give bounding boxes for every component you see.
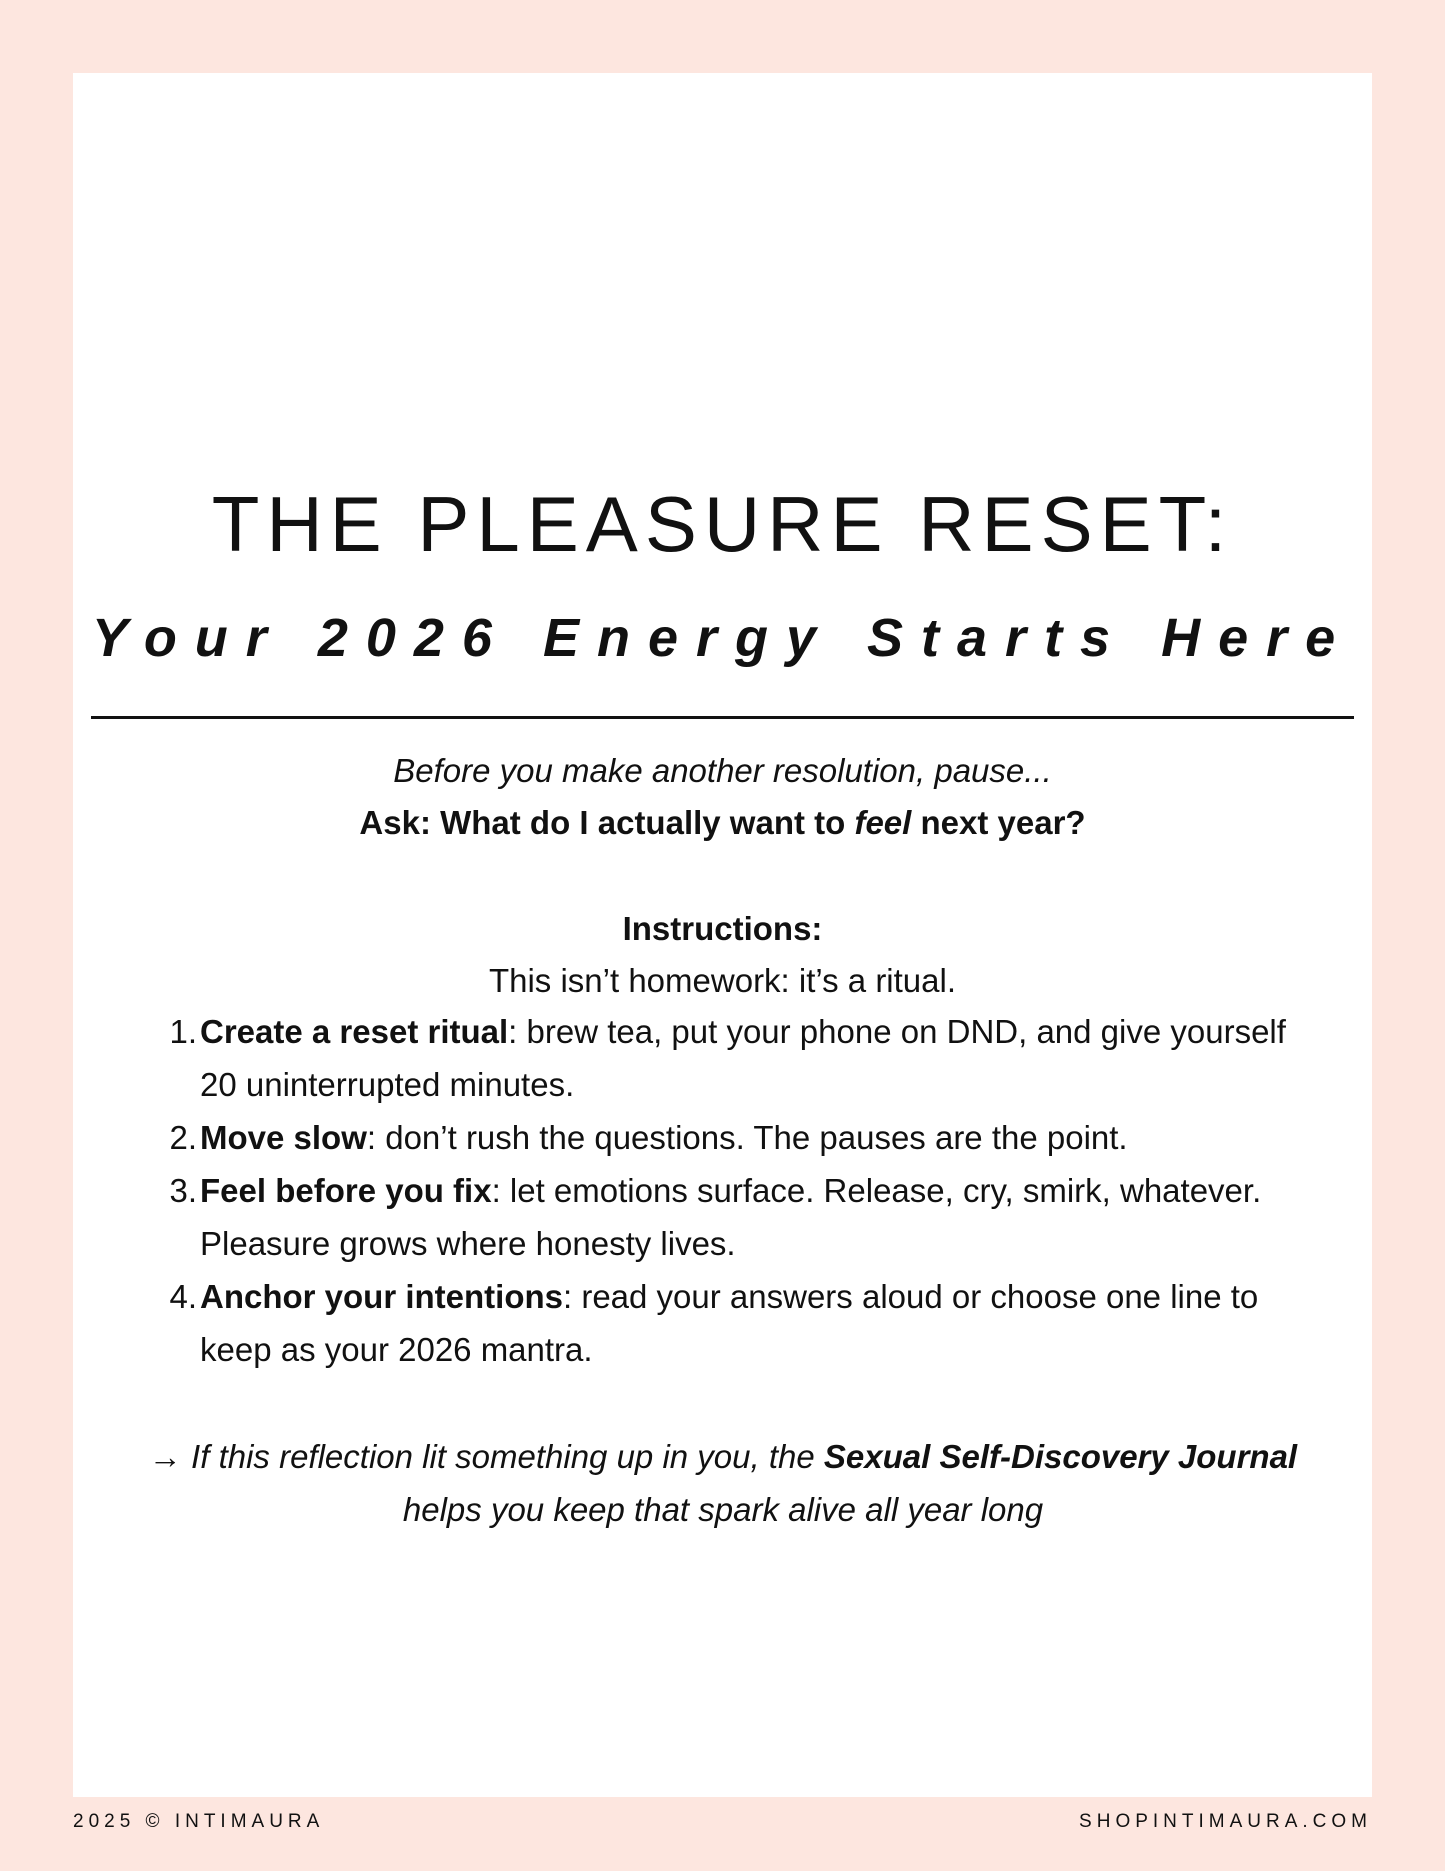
step-number: 2. [169, 1119, 197, 1156]
ask-emphasis: feel [854, 804, 912, 841]
step-label: Feel before you fix [200, 1172, 492, 1209]
ask-question [73, 797, 1372, 849]
step-number: 3. [169, 1172, 197, 1209]
journal-promo [133, 1430, 1313, 1536]
step-label: Create a reset ritual [200, 1013, 509, 1050]
page-card [73, 73, 1372, 1797]
page-subtitle: Your 2026 Energy Starts Here [91, 608, 1354, 668]
step-text: : don’t rush the questions. The pauses are the point. [366, 1119, 1128, 1156]
instructions-intro: This isn’t homework: it’s a ritual. [488, 962, 957, 999]
ask-after: next year? [911, 804, 1086, 841]
step-number: 4. [169, 1278, 197, 1315]
promo-before: → If this reflection lit something up in you, the [148, 1438, 824, 1475]
list-item [165, 1111, 1295, 1164]
step-text: : brew tea, put your phone on DND, and give yourself 20 uninterrupted minutes. [200, 1013, 1286, 1103]
step-text: : read your answers aloud or choose one line to keep as your 2026 mantra. [200, 1278, 1259, 1368]
instructions-list [165, 1005, 1295, 1376]
step-label: Move slow [200, 1119, 367, 1156]
ask-before: Ask: What do I actually want to [359, 804, 855, 841]
step-text: : let emotions surface. Release, cry, smirk, whatever. Pleasure grows where honesty lives. [200, 1172, 1262, 1262]
footer-website: SHOPINTIMAURA.COM [1079, 1811, 1372, 1832]
footer-copyright: 2025 © INTIMAURA [73, 1811, 325, 1832]
list-item [165, 1164, 1295, 1270]
divider [91, 716, 1354, 719]
lead-text: Before you make another resolution, pause... [393, 752, 1052, 789]
list-item [165, 1005, 1295, 1111]
promo-after: helps you keep that spark alive all year long [402, 1491, 1044, 1528]
instructions-heading: Instructions: [622, 910, 823, 947]
promo-product: Sexual Self-Discovery Journal [823, 1438, 1298, 1475]
step-label: Anchor your intentions [200, 1278, 563, 1315]
step-number: 1. [169, 1013, 197, 1050]
page-title: THE PLEASURE RESET: [211, 480, 1234, 568]
list-item [165, 1270, 1295, 1376]
